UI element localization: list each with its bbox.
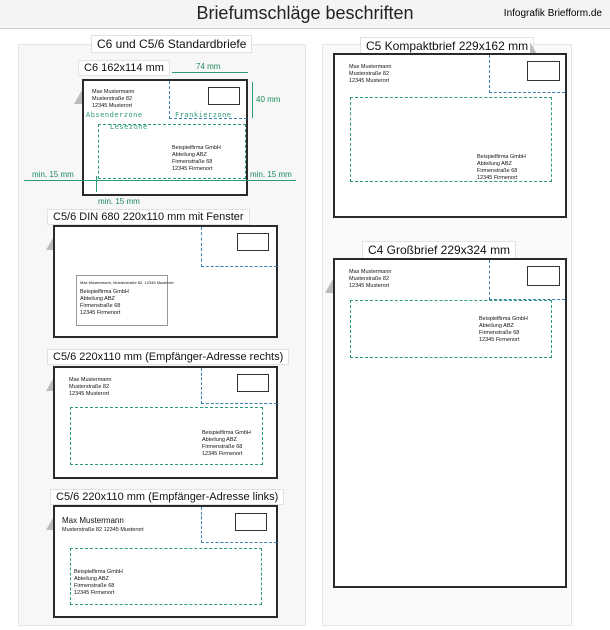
dimension-line — [24, 180, 296, 181]
stamp-box — [235, 513, 267, 531]
dimension-line — [96, 176, 97, 192]
c6-label: C6 162x114 mm — [78, 60, 170, 76]
c5-envelope — [333, 53, 567, 218]
right-addr-label: C5/6 220x110 mm (Empfänger-Adresse rechts) — [47, 349, 289, 365]
c4-envelope — [333, 258, 567, 588]
absenderzone-label: Absenderzone — [86, 111, 143, 119]
dim-width-74: 74 mm — [196, 62, 221, 71]
din680-label: C5/6 DIN 680 220x110 mm mit Fenster — [47, 209, 250, 225]
recipient-address: Beispielfirma GmbH Abteilung ABZ Firmenstraße 68 12345 Firmenort — [172, 145, 221, 172]
sender-address: Max Mustermann Musterstraße 82 12345 Musterort — [69, 377, 112, 397]
sender-street: Musterstraße 82 12345 Musterort — [62, 527, 144, 533]
c4-label: C4 Großbrief 229x324 mm — [362, 241, 516, 259]
standard-group-label: C6 und C5/6 Standardbriefe — [91, 35, 252, 53]
credit-text: Infografik Briefform.de — [503, 8, 602, 19]
envelope-flap-icon — [74, 90, 82, 104]
stamp-box — [237, 374, 269, 392]
sender-address: Max Mustermann Musterstraße 82 12345 Musterort — [349, 269, 392, 289]
right-addr-envelope — [53, 366, 278, 479]
envelope-flap-icon — [325, 279, 333, 293]
recipient-address: Beispielfirma GmbH Abteilung ABZ Firmenstraße 68 12345 Firmenort — [202, 430, 251, 457]
dimension-line — [252, 82, 253, 118]
c5-label: C5 Kompaktbrief 229x162 mm — [360, 37, 534, 55]
recipient-address: Beispielfirma GmbH Abteilung ABZ Firmenstraße 68 12345 Firmenort — [477, 154, 526, 181]
stamp-box — [527, 61, 560, 81]
dim-height-40: 40 mm — [256, 95, 281, 104]
dim-min15-bottom: min. 15 mm — [98, 197, 140, 206]
sender-address: Max Mustermann Musterstraße 82 12345 Musterort — [92, 89, 135, 109]
left-addr-envelope — [53, 505, 278, 618]
dim-min15-left: min. 15 mm — [32, 170, 74, 179]
address-window — [76, 275, 174, 326]
stamp-box — [527, 266, 560, 286]
frankierzone-label: Frankierzone — [175, 111, 232, 119]
stamp-box — [208, 87, 240, 105]
lesezone-label: Lesezone — [110, 123, 148, 131]
window-sender-line: Max Mustermann, Musterstraße 82, 12345 Musterort — [80, 280, 174, 285]
sender-address: Max Mustermann Musterstraße 82 12345 Musterort — [349, 64, 392, 84]
din680-envelope — [53, 225, 278, 338]
c6-envelope — [82, 79, 248, 196]
sender-name: Max Mustermann — [62, 516, 124, 525]
dimension-line — [172, 72, 248, 73]
stamp-box — [237, 233, 269, 251]
recipient-address: Beispielfirma GmbH Abteilung ABZ Firmenstraße 68 12345 Firmenort — [74, 569, 123, 596]
left-addr-label: C5/6 220x110 mm (Empfänger-Adresse links) — [50, 489, 284, 505]
page-title: Briefumschläge beschriften — [196, 3, 414, 23]
recipient-address: Beispielfirma GmbH Abteilung ABZ Firmenstraße 68 12345 Firmenort — [80, 289, 129, 316]
recipient-address: Beispielfirma GmbH Abteilung ABZ Firmenstraße 68 12345 Firmenort — [479, 316, 528, 343]
dim-min15-right: min. 15 mm — [250, 170, 292, 179]
